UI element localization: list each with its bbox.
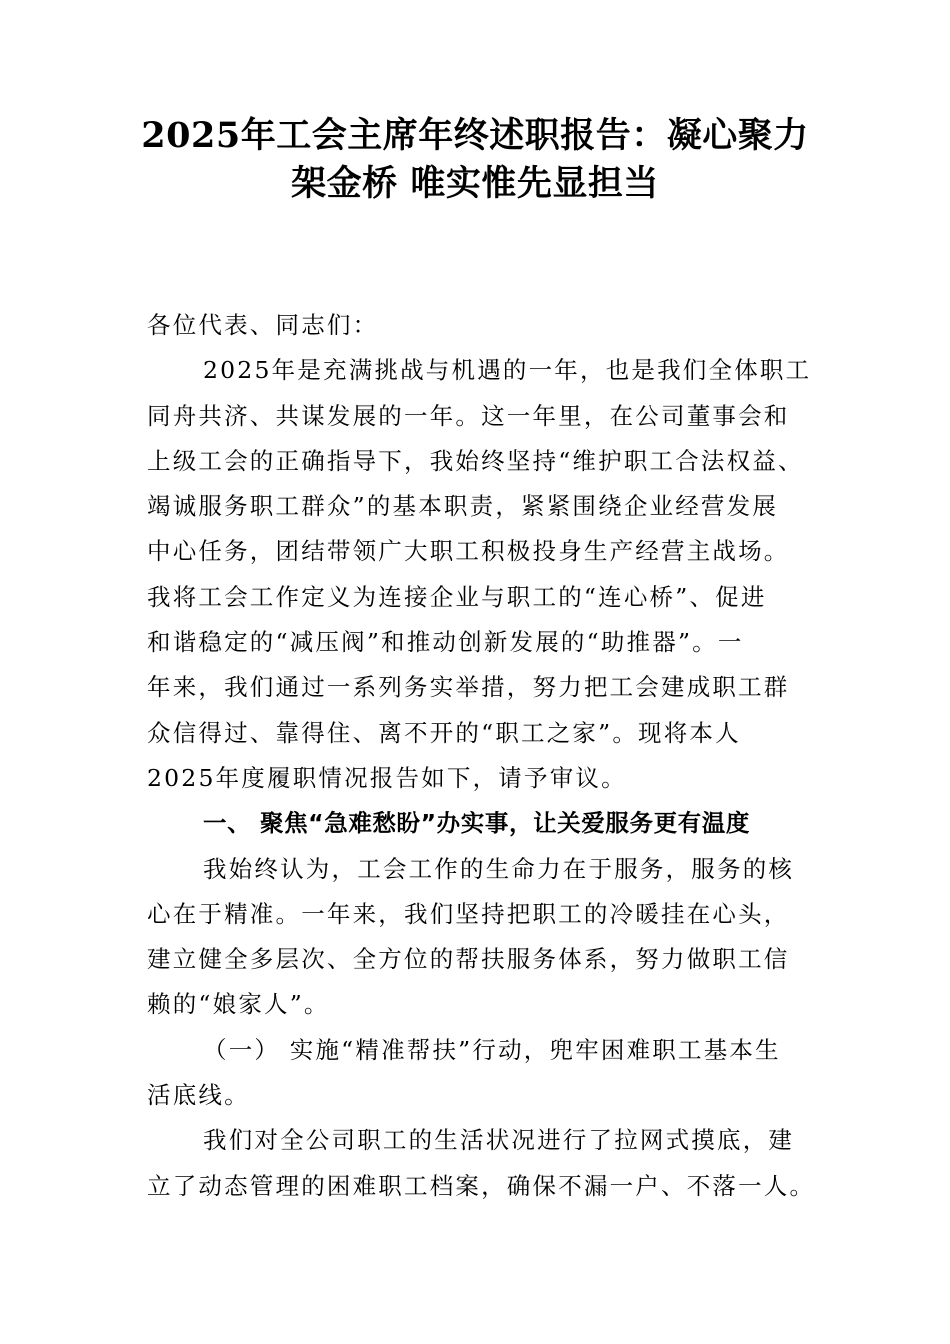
title-line-2: 架金桥 唯实惟先显担当 bbox=[291, 163, 659, 204]
intro-line: 年来，我们通过一系列务实举措，努力把工会建成职工群 bbox=[147, 673, 790, 702]
intro-line: 众信得过、靠得住、离不开的“职工之家”。现将本人 bbox=[147, 718, 741, 747]
section-1-line: 我始终认为，工会工作的生命力在于服务，服务的核 bbox=[203, 854, 795, 883]
intro-line: 中心任务，团结带领广大职工积极投身生产经营主战场。 bbox=[147, 537, 790, 566]
intro-line: 2025年是充满挑战与机遇的一年，也是我们全体职工 bbox=[203, 356, 812, 385]
section-1-line: 建立健全多层次、全方位的帮扶服务体系，努力做职工信 bbox=[147, 945, 790, 974]
section-1-line: 赖的“娘家人”。 bbox=[147, 990, 330, 1019]
intro-line: 2025年度履职情况报告如下，请予审议。 bbox=[147, 763, 627, 792]
greeting: 各位代表、同志们： bbox=[147, 311, 379, 339]
subsection-1-line: 立了动态管理的困难职工档案，确保不漏一户、不落一人。 bbox=[147, 1171, 816, 1200]
section-1-heading: 一、 聚焦“急难愁盼”办实事，让关爱服务更有温度 bbox=[203, 809, 750, 838]
section-1-line: 心在于精准。一年来，我们坚持把职工的冷暖挂在心头， bbox=[147, 899, 790, 928]
subsection-1-heading: （一） 实施“精准帮扶”行动，兜牢困难职工基本生 bbox=[203, 1035, 781, 1064]
document-title bbox=[120, 112, 830, 208]
document-body bbox=[147, 303, 816, 1209]
intro-line: 竭诚服务职工群众”的基本职责，紧紧围绕企业经营发展 bbox=[147, 492, 779, 521]
intro-line: 上级工会的正确指导下，我始终坚持“维护职工合法权益、 bbox=[147, 446, 804, 475]
subsection-1-heading-cont: 活底线。 bbox=[147, 1081, 250, 1110]
title-line-1: 2025年工会主席年终述职报告：凝心聚力 bbox=[141, 115, 809, 156]
intro-line: 我将工会工作定义为连接企业与职工的“连心桥”、促进 bbox=[147, 582, 767, 611]
subsection-1-line: 我们对全公司职工的生活状况进行了拉网式摸底，建 bbox=[203, 1126, 795, 1155]
intro-line: 和谐稳定的“减压阀”和推动创新发展的“助推器”。一 bbox=[147, 628, 744, 657]
intro-line: 同舟共济、共谋发展的一年。这一年里，在公司董事会和 bbox=[147, 401, 790, 430]
